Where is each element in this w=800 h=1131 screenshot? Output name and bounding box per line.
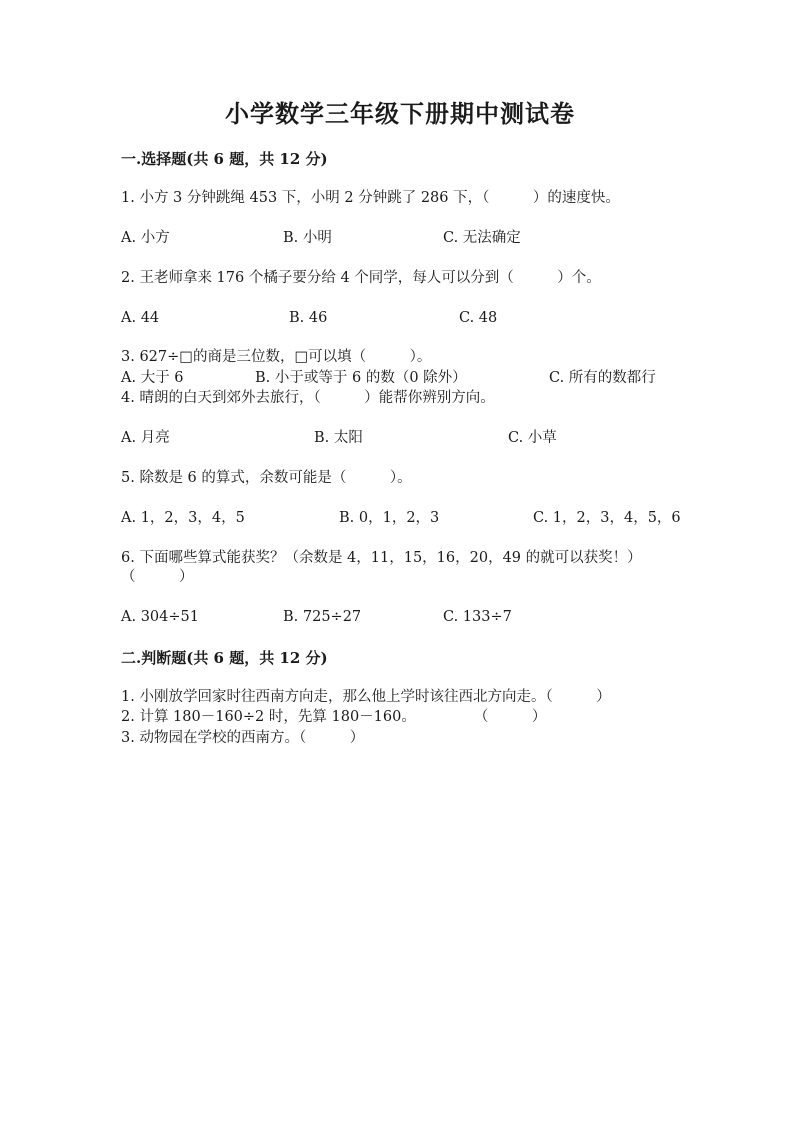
- q6-option-b: B. 725÷27: [283, 609, 362, 625]
- q4-option-a: A. 月亮: [121, 430, 170, 446]
- judgment-item-1: 1. 小刚放学回家时往西南方向走，那么他上学时该往西北方向走。（ ）: [121, 689, 611, 705]
- q3-option-b: B. 小于或等于 6 的数（0 除外）: [255, 370, 467, 386]
- q2-option-a: A. 44: [121, 310, 160, 326]
- judgment-item-2: 2. 计算 180－160÷2 时，先算 180－160。 （ ）: [121, 709, 547, 725]
- q2-option-b: B. 46: [289, 310, 328, 326]
- page-title: 小学数学三年级下册期中测试卷: [225, 99, 575, 128]
- question-6-answer-blank: （ ）: [121, 569, 194, 585]
- q3-option-a: A. 大于 6: [121, 370, 184, 386]
- q5-option-b: B. 0，1，2，3: [339, 510, 440, 526]
- q3-option-c: C. 所有的数都行: [549, 370, 656, 386]
- q6-option-a: A. 304÷51: [121, 609, 199, 625]
- question-2: 2. 王老师拿来 176 个橘子要分给 4 个同学，每人可以分到（ ）个。: [121, 270, 601, 286]
- section-heading-choice: 一.选择题(共 6 题，共 12 分): [121, 150, 328, 168]
- q5-option-a: A. 1，2，3，4，5: [121, 510, 245, 526]
- section-heading-judgment: 二.判断题(共 6 题，共 12 分): [121, 649, 328, 667]
- q4-option-c: C. 小草: [508, 430, 557, 446]
- question-1: 1. 小方 3 分钟跳绳 453 下，小明 2 分钟跳了 286 下，（ ）的速度快。: [121, 190, 620, 206]
- q4-option-b: B. 太阳: [314, 430, 363, 446]
- q6-option-c: C. 133÷7: [443, 609, 512, 625]
- q1-option-a: A. 小方: [121, 230, 170, 246]
- question-6: 6. 下面哪些算式能获奖？（余数是 4，11，15，16，20，49 的就可以获奖！）: [121, 550, 642, 566]
- q2-option-c: C. 48: [459, 310, 498, 326]
- q1-option-b: B. 小明: [283, 230, 332, 246]
- question-3: 3. 627÷□的商是三位数，□可以填（ ）。: [121, 349, 432, 365]
- question-4: 4. 晴朗的白天到郊外去旅行，（ ）能帮你辨别方向。: [121, 390, 495, 406]
- q5-option-c: C. 1，2，3，4，5，6: [533, 510, 681, 526]
- judgment-item-3: 3. 动物园在学校的西南方。（ ）: [121, 730, 365, 746]
- q1-option-c: C. 无法确定: [443, 230, 521, 246]
- question-5: 5. 除数是 6 的算式，余数可能是（ ）。: [121, 470, 412, 486]
